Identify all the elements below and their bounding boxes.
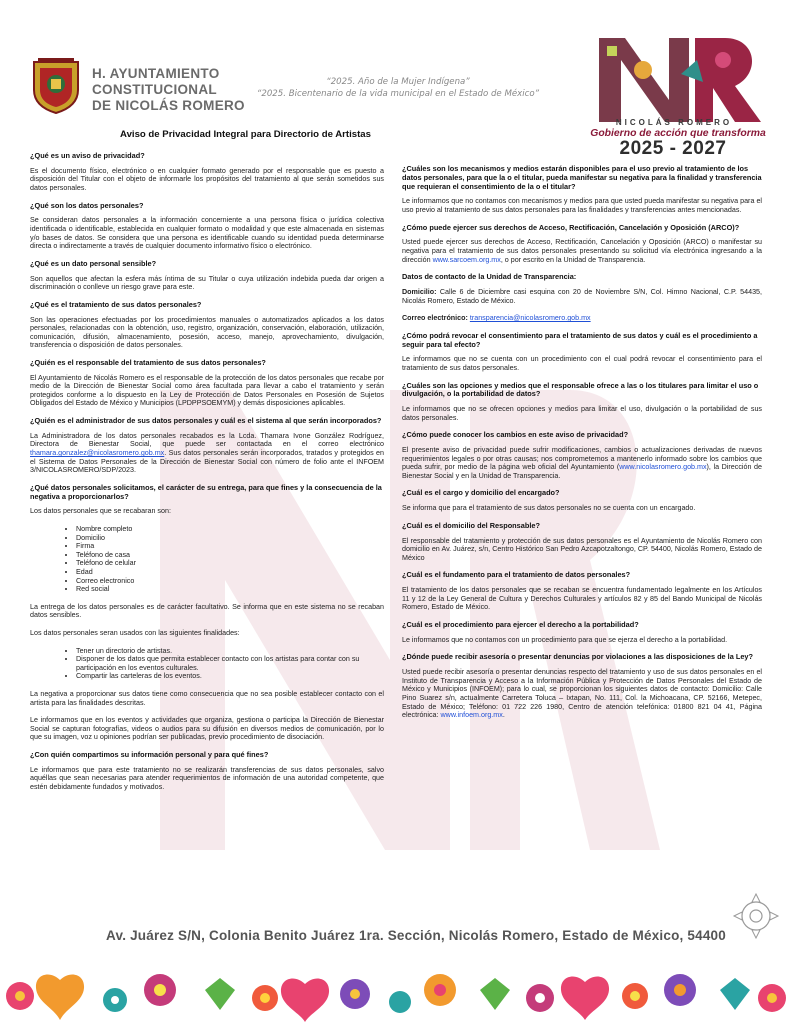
answer-paragraph: Se informa que para el tratamiento de sus datos personales no se cuenta con un encargado. [402, 504, 696, 513]
answer-paragraph: Le informamos que no se cuenta con un procedimiento con el cual podrá revocar el consentimiento para el tratamiento de sus datos personales. [402, 355, 762, 372]
transparency-email-link[interactable]: transparencia@nicolasromero.gob.mx [469, 314, 591, 323]
list-item: • Domicilio [76, 534, 384, 543]
municipality-name [92, 66, 245, 114]
list-item: • Tener un directorio de artistas. [76, 647, 384, 656]
list-item: • Nombre completo [76, 525, 384, 534]
question-heading: ¿Cuáles son los mecanismos y medios estarán disponibles para el uso previo al tratamiento de los datos personales, para que la o el titular, pueda manifestar su negativa para la finalidad y transferencia que requieran el consentimiento de la o el titular? [402, 164, 762, 191]
email-label: Correo electrónico: [402, 314, 468, 323]
answer-paragraph: Son aquellos que afectan la esfera más íntima de su Titular o cuya utilización indebida pueda dar origen a discriminación o conlleve un riesgo grave para este. [30, 274, 384, 292]
list-item: • Disponer de los datos que permita establecer contacto con los artistas para contar con su participación en los eventos culturales. [76, 655, 384, 672]
answer-text: , o por escrito en la Unidad de Transparencia. [500, 255, 646, 264]
question-heading: ¿Qué es un aviso de privacidad? [30, 151, 145, 160]
answer-paragraph: La entrega de los datos personales es de carácter facultativo. Se informa que en este sistema no se recaban datos sensibles. [30, 602, 384, 620]
question-heading: ¿Cuál es el cargo y domicilio del encargado? [402, 488, 560, 498]
question-heading: ¿Cuáles son las opciones y medios que el responsable ofrece a las o los titulares para limitar el uso o divulgación, o la portabilidad de datos? [402, 380, 759, 399]
address-text: Calle 6 de Diciembre casi esquina con 20 de Noviembre S/N, Col. Himno Nacional, C.P. 54435, Nicolás Romero, Estado de México. [402, 287, 762, 305]
question-heading: ¿Qué es el tratamiento de sus datos personales? [30, 299, 202, 309]
municipality-line-2: CONSTITUCIONAL [92, 82, 217, 97]
question-heading: ¿Cómo puede ejercer sus derechos de Acceso, Rectificación, Cancelación y Oposición (ARCO)? [402, 222, 740, 232]
contact-address [402, 288, 762, 305]
question-heading: ¿Cómo podrá revocar el consentimiento para el tratamiento de sus datos y cuál es el procedimiento a seguir para tal efecto? [402, 330, 758, 349]
answer-text: El presente aviso de privacidad puede sufrir modificaciones, cambios o actualizaciones derivadas de nuevos requerimientos legales o por otras causas; nos comprometemos a mantenerlo informado sobre los cambios que pueda sufrir, por medio de la página web oficial del Ayuntamiento ( [402, 446, 762, 472]
address-label: Domicilio: [402, 287, 437, 296]
answer-paragraph: Le informamos que para este tratamiento no se realizarán transferencias de sus datos personales, salvo aquéllas que sean necesarias para atender requerimientos de información de una autoridad competente, que estén debidamente fundados y motivados. [30, 765, 384, 791]
list-item: • Teléfono de celular [76, 559, 384, 568]
answer-paragraph [402, 668, 762, 720]
answer-paragraph: Le informamos que no se ofrecen opciones y medios para limitar el uso, divulgación o la portabilidad de sus datos personales. [402, 405, 762, 422]
personal-data-list [30, 525, 384, 594]
header-mottos [248, 76, 548, 100]
list-item: • Compartir las carteleras de los eventos. [76, 672, 384, 681]
answer-paragraph: Los datos personales seran usados con las siguientes finalidades: [30, 628, 240, 637]
logo-years: 2025 - 2027 [619, 138, 727, 159]
answer-text: La Administradora de los datos personales recabados es la Lcda. Thamara Ivone González Rodríguez, Directora de Bienestar Social, que puede ser contactada en el correo electrónico [30, 431, 384, 449]
purposes-list [30, 647, 384, 681]
answer-paragraph: Son las operaciones efectuadas por los procedimientos manuales o automatizados aplicados a los datos personales, relacionadas con la obtención, uso, registro, organización, conservación, elaboración, utilización, comunicación, difusión, almacenamiento, posesión, acceso, manejo, aprovechamiento, divulgación, transferencia o disposición de datos personales. [30, 315, 384, 350]
question-heading: ¿Dónde puede recibir asesoría o presentar denuncias por violaciones a las disposiciones de la Ley? [402, 652, 753, 662]
question-heading: ¿Qué es un dato personal sensible? [30, 258, 157, 268]
contact-email [402, 314, 762, 323]
question-heading: ¿Con quién compartimos su información personal y para qué fines? [30, 749, 269, 759]
question-heading: ¿Quién es el responsable del tratamiento de sus datos personales? [30, 357, 266, 367]
answer-paragraph: Le informamos que no contamos con mecanismos y medios para que usted pueda manifestar su negativa para el uso previo al tratamiento de sus datos personales para las finalidades y transferencias antes mencionadas. [402, 197, 762, 214]
answer-paragraph: Le informamos que no contamos con un procedimiento para que se ejerza el derecho a la portabilidad. [402, 635, 728, 644]
answer-paragraph: Le informamos que en los eventos y actividades que organiza, gestiona o participa la Dirección de Bienestar Social se capturan fotografías, videos o audios para su difusión en diversos medios de comunicación, por lo que su imagen, voz u opiniones podrían ser publicadas, previo procedimiento de disociación. [30, 716, 384, 742]
municipality-line-3: DE NICOLÁS ROMERO [92, 98, 245, 113]
list-item: • Correo electronico [76, 577, 384, 586]
right-column [402, 165, 762, 729]
question-heading: ¿Cuál es el fundamento para el tratamiento de datos personales? [402, 570, 631, 580]
question-heading: ¿Cuál es el procedimiento para ejercer el derecho a la portabilidad? [402, 620, 639, 630]
logo-slogan: Gobierno de acción que transforma [590, 128, 766, 139]
sarcoem-link[interactable]: www.sarcoem.org.mx [432, 255, 501, 264]
answer-paragraph: El tratamiento de los datos personales que se recaban se encuentra fundamentado legalmente en los Artículos 11 y 12 de la Ley General de Cultura y Derechos Culturales y artículos 82 y 85 del Bando Municipal de Nicolás Romero, Estado de México. [402, 586, 762, 612]
question-heading: ¿Qué son los datos personales? [30, 200, 144, 210]
logo-city-name: NICOLÁS ROMERO [615, 118, 733, 127]
question-heading: ¿Qué datos personales solicitamos, el carácter de su entrega, para que fines y la consecuencia de la negativa a proporcionarlos? [30, 482, 382, 501]
floral-footer-band-icon [0, 950, 791, 1024]
answer-text: ), la Dirección de Bienestar Social y en la Unidad de Transparencia. [402, 463, 762, 480]
question-heading: ¿Cuál es el domicilio del Responsable? [402, 520, 540, 530]
left-column [30, 152, 384, 800]
answer-paragraph [30, 432, 384, 475]
question-heading: ¿Quién es el administrador de sus datos personales y cuál es el sistema al que serán incorporados? [30, 416, 382, 426]
nr-government-logo-icon [585, 30, 765, 126]
answer-paragraph: El responsable del tratamiento y protección de sus datos personales es el Ayuntamiento de Nicolás Romero con domicilio en Av. Juárez, s/n, Centro Histórico San Pedro Azcapotzaltongo, CP. 54400, Nicolás Romero, Estado de México [402, 536, 762, 562]
answer-paragraph: La negativa a proporcionar sus datos tiene como consecuencia que no sea posible establecer contacto con el artista para las finalidades descritas. [30, 689, 384, 707]
ayuntamiento-website-link[interactable]: www.nicolasromero.gob.mx [619, 463, 707, 472]
municipal-crest-icon [30, 56, 82, 114]
contact-heading: Datos de contacto de la Unidad de Transparencia: [402, 272, 577, 282]
answer-paragraph: Los datos personales que se recabaran son: [30, 507, 171, 516]
answer-paragraph [402, 238, 762, 264]
floral-corner-icon [728, 888, 784, 944]
answer-text: Usted puede recibir asesoría o presentar denuncias respecto del tratamiento y uso de sus datos personales en el Instituto de Transparencia y Acceso a la Información Pública y Protección de Datos Personales del Estado de México y Municipios (INFOEM); para lo cual, se proporcionan los siguientes datos de contacto: Domicilio: Calle Pino Suarez s/n, actualmente Carretera Toluca – Ixtapan, No. 111, Col. la Michoacana, CP. 52166, Metepec, Estado de México; Teléfono: 01 722 226 1980, Centro de atención telefónica: 01800 821 04 41, Página electrónica: [402, 668, 762, 720]
page-header [0, 0, 791, 160]
motto-line-2: “2025. Bicentenario de la vida municipal en el Estado de México” [256, 89, 540, 99]
answer-paragraph [402, 446, 762, 480]
administrator-email-link[interactable]: thamara.gonzalez@nicolasromero.gob.mx [30, 449, 165, 458]
list-item: • Edad [76, 568, 384, 577]
motto-line-1: “2025. Año de la Mujer Indígena” [326, 77, 470, 87]
municipality-line-1: H. AYUNTAMIENTO [92, 66, 220, 81]
answer-paragraph: Se consideran datos personales a la información concerniente a una persona física o jurídica colectiva identificada o identificable, establecida en cualquier formato o modalidad y que este almacenada en sistemas y/o bases de datos. Se considera que una persona es identificable cuando su identidad pueda determinarse directa o indirectamente a través de cualquier documento informativo físico o electrónico. [30, 216, 384, 251]
answer-paragraph: El Ayuntamiento de Nicolás Romero es el responsable de la protección de los datos personales que recabe por medio de la Dirección de Bienestar Social como área facultada para llevar a cabo el tratamiento y serán protegidos conforme a lo dispuesto en la Ley de Protección de Datos Personales en Posesión de Sujetos Obligados del Estado de México y Municipios (LPDPPSOEMYM) y demás disposiciones aplicables. [30, 373, 384, 408]
list-item: • Firma [76, 542, 384, 551]
footer-address: Av. Juárez S/N, Colonia Benito Juárez 1ra. Sección, Nicolás Romero, Estado de México, 54400 [106, 928, 726, 943]
answer-text: . Sus datos personales serán incorporados, tratados y protegidos en el Sistema de Datos Personales de la Dirección de Bienestar Social con número de folio ante el INFOEM 3/NICOLASROMERO/SDP/2023. [30, 449, 384, 475]
answer-paragraph: Es el documento físico, electrónico o en cualquier formato generado por el responsable que es puesto a disposición del Titular con el objeto de informarle los propósitos del tratamiento al que serán sometidos sus datos personales. [30, 166, 384, 192]
answer-text: . [502, 711, 505, 720]
infoem-link[interactable]: www.infoem.org.mx [440, 711, 503, 720]
question-heading: ¿Cómo puede conocer los cambios en este aviso de privacidad? [402, 430, 629, 440]
answer-text: Usted puede ejercer sus derechos de Acceso, Rectificación, Cancelación y Oposición (ARCO) o manifestar su negativa para el tratamiento de sus datos personales presentando su solicitud vía electrónica ingresando a la dirección [402, 238, 762, 264]
document-title: Aviso de Privacidad Integral para Directorio de Artistas [120, 129, 371, 140]
list-item: • Teléfono de casa [76, 551, 384, 560]
list-item: • Red social [76, 585, 384, 594]
